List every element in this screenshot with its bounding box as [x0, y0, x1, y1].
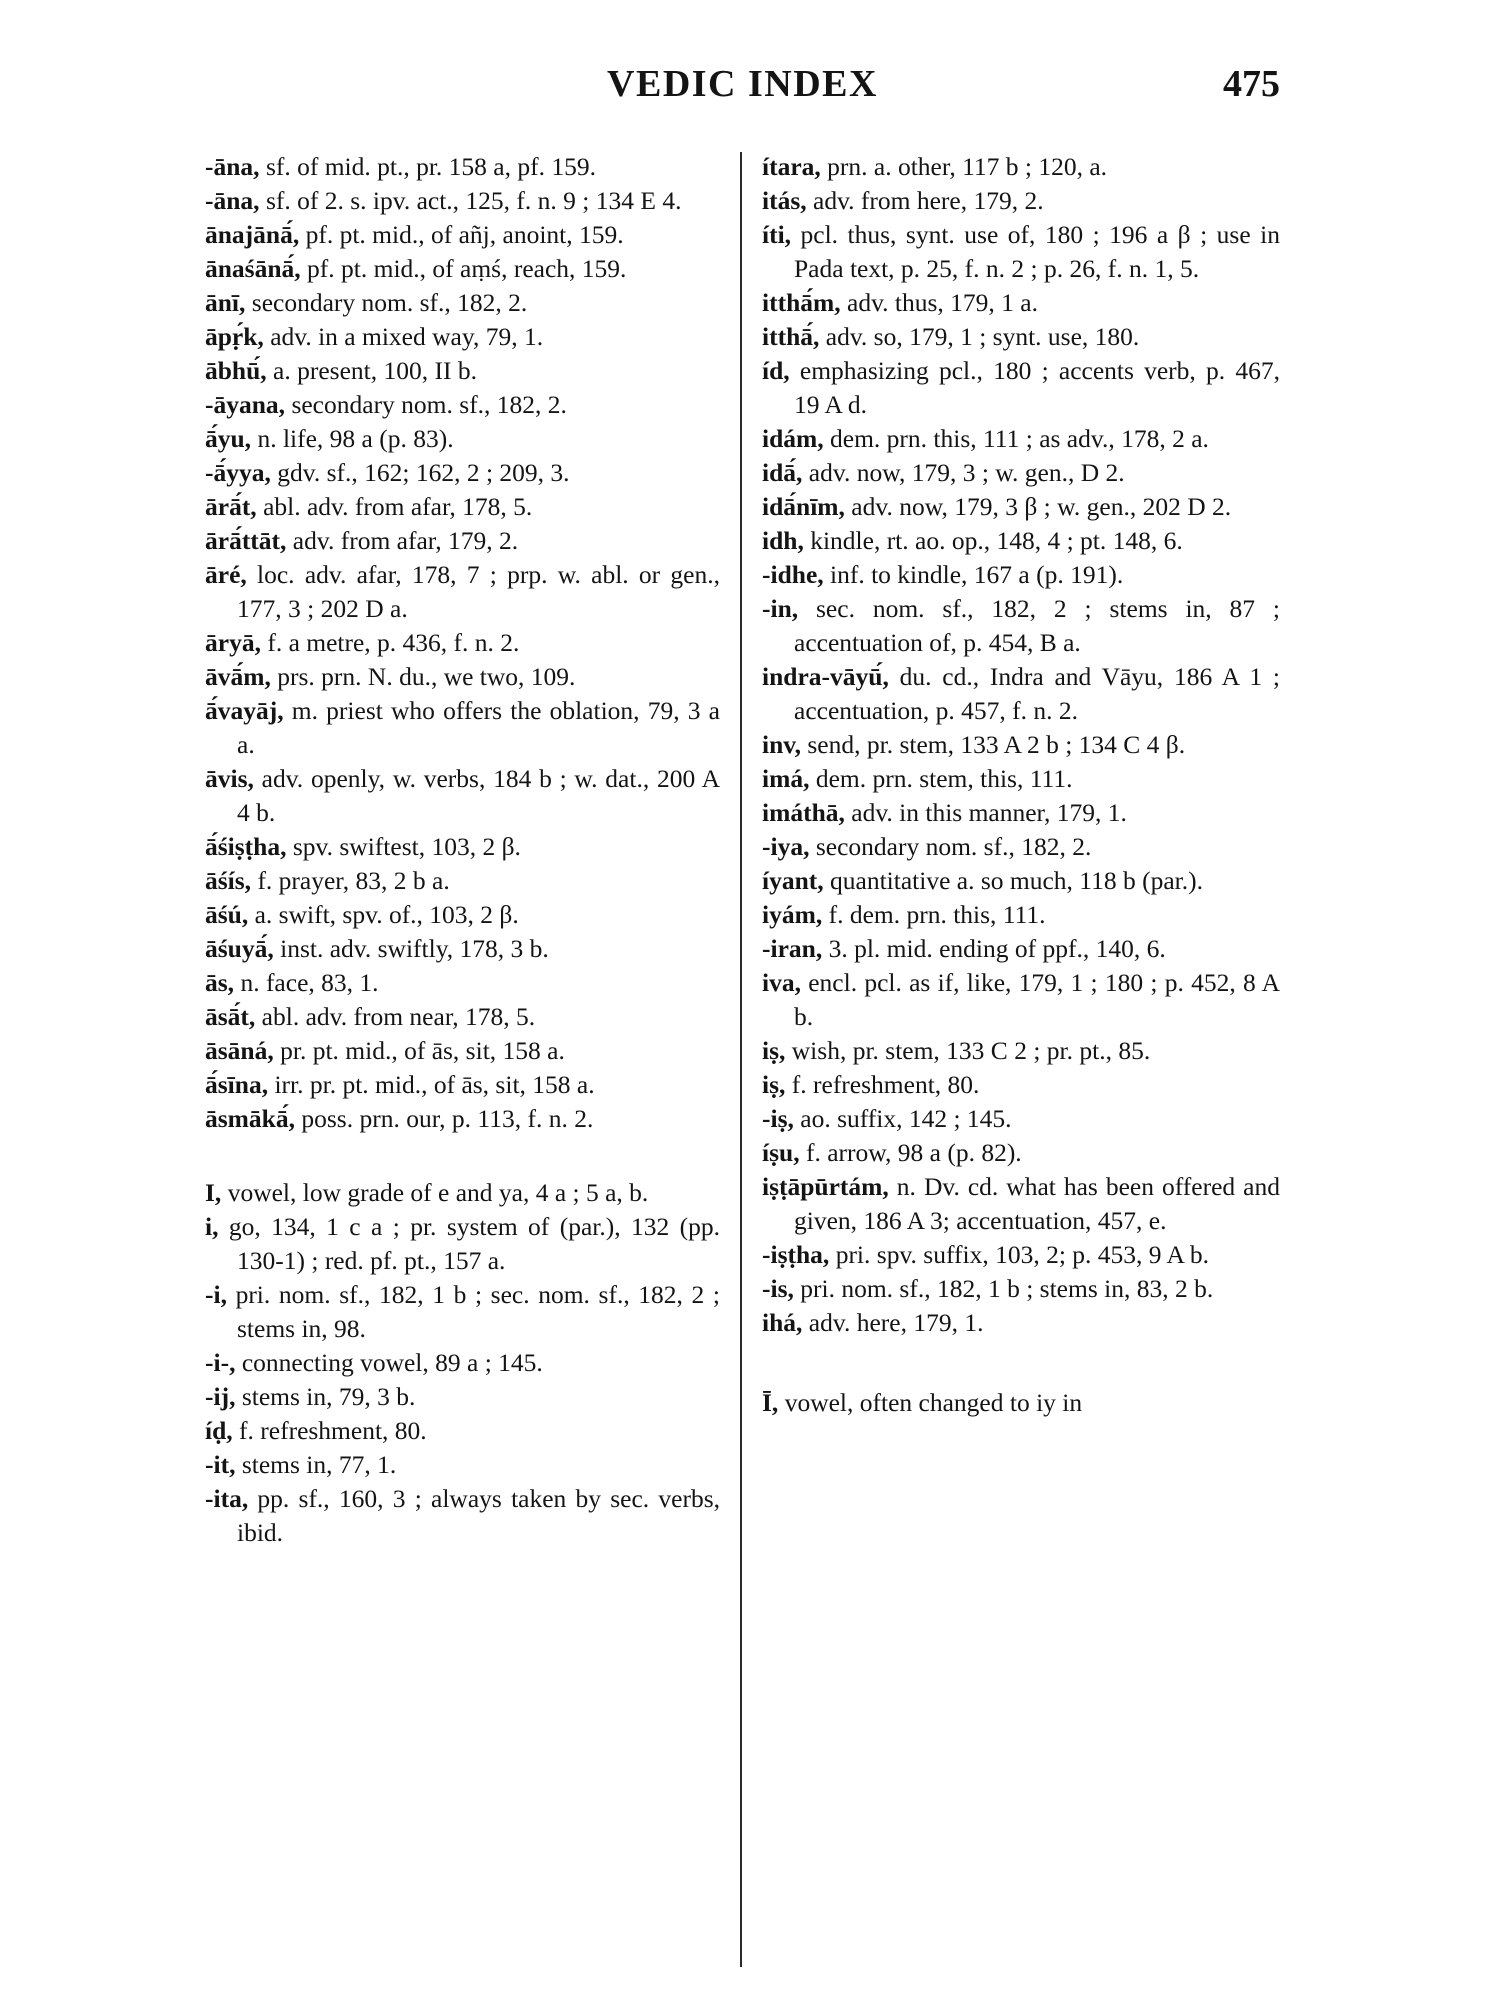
entry-headword: inv,: [762, 730, 801, 759]
index-entry: [762, 320, 1280, 354]
entry-headword: iṣ,: [762, 1036, 786, 1065]
entry-headword: āvis,: [205, 764, 254, 793]
entry-text: pcl. thus, synt. use of, 180 ; 196 a β ; use in Pada text, p. 25, f. n. 2 ; p. 26, f. n. 1, 5.: [791, 220, 1280, 283]
entry-headword: -ij,: [205, 1382, 236, 1411]
entry-text: adv. so, 179, 1 ; synt. use, 180.: [819, 322, 1140, 351]
entry-headword: āryā,: [205, 628, 261, 657]
index-entry: [762, 558, 1280, 592]
section-gap: [205, 1136, 720, 1176]
entry-headword: ārā́t,: [205, 492, 257, 521]
entry-headword: itás,: [762, 186, 807, 215]
entry-headword: -ita,: [205, 1484, 249, 1513]
index-entry: [762, 796, 1280, 830]
entry-text: spv. swiftest, 103, 2 β.: [286, 832, 521, 861]
entry-text: stems in, 77, 1.: [235, 1450, 397, 1479]
entry-headword: -idhe,: [762, 560, 824, 589]
index-entry: [205, 1346, 720, 1380]
index-entry: [205, 762, 720, 830]
index-entry: [762, 354, 1280, 422]
entry-headword: -ā́yya,: [205, 458, 271, 487]
index-entry: [762, 1306, 1280, 1340]
index-entry: [205, 898, 720, 932]
entry-headword: ā́vayāj,: [205, 696, 284, 725]
entry-text: gdv. sf., 162; 162, 2 ; 209, 3.: [270, 458, 570, 487]
entry-text: dem. prn. this, 111 ; as adv., 178, 2 a.: [823, 424, 1209, 453]
entry-headword: āsmākā́,: [205, 1104, 295, 1133]
entry-headword: ārā́ttāt,: [205, 526, 287, 555]
entry-headword: ānaśānā́,: [205, 254, 301, 283]
index-entry: [762, 1272, 1280, 1306]
entry-headword: -it,: [205, 1450, 236, 1479]
index-entry: [205, 1210, 720, 1278]
index-entry: [205, 1102, 720, 1136]
entry-text: ao. suffix, 142 ; 145.: [793, 1104, 1012, 1133]
entry-text: sec. nom. sf., 182, 2 ; stems in, 87 ; accentuation of, p. 454, B a.: [794, 594, 1280, 657]
entry-headword: āśís,: [205, 866, 252, 895]
entry-text: irr. pr. pt. mid., of ās, sit, 158 a.: [268, 1070, 595, 1099]
index-entry: [205, 354, 720, 388]
index-entry: [762, 932, 1280, 966]
entry-text: a. present, 100, II b.: [266, 356, 477, 385]
entry-headword: íyant,: [762, 866, 824, 895]
entry-text: adv. here, 179, 1.: [802, 1308, 984, 1337]
index-entry: [762, 286, 1280, 320]
entry-text: stems in, 79, 3 b.: [235, 1382, 416, 1411]
entry-headword: iyám,: [762, 900, 823, 929]
entry-text: dem. prn. stem, this, 111.: [809, 764, 1073, 793]
entry-headword: imá,: [762, 764, 810, 793]
left-column: [205, 150, 720, 1550]
entry-headword: iṣ,: [762, 1070, 786, 1099]
entry-headword: -iṣṭha,: [762, 1240, 830, 1269]
index-entry: [205, 1176, 720, 1210]
entry-text: f. a metre, p. 436, f. n. 2.: [260, 628, 520, 657]
entry-headword: ā́sīna,: [205, 1070, 269, 1099]
entry-text: prs. prn. N. du., we two, 109.: [270, 662, 576, 691]
entry-text: sf. of 2. s. ipv. act., 125, f. n. 9 ; 134 E 4.: [259, 186, 682, 215]
index-entry: [205, 1482, 720, 1550]
entry-text: pri. nom. sf., 182, 1 b ; sec. nom. sf., 182, 2 ; stems in, 98.: [226, 1280, 720, 1343]
entry-headword: ānī,: [205, 288, 246, 317]
right-column: [762, 150, 1280, 1420]
index-entry: [762, 150, 1280, 184]
entry-text: secondary nom. sf., 182, 2.: [285, 390, 567, 419]
entry-text: go, 134, 1 c a ; pr. system of (par.), 132 (pp. 130-1) ; red. pf. pt., 157 a.: [218, 1212, 720, 1275]
entry-text: sf. of mid. pt., pr. 158 a, pf. 159.: [259, 152, 596, 181]
entry-headword: ās,: [205, 968, 235, 997]
index-entry: [205, 286, 720, 320]
entry-headword: -is,: [762, 1274, 794, 1303]
entry-headword: āsā́t,: [205, 1002, 256, 1031]
entry-headword: idh,: [762, 526, 804, 555]
entry-text: f. refreshment, 80.: [232, 1416, 427, 1445]
entry-headword: ā́yu,: [205, 424, 252, 453]
index-entry: [762, 762, 1280, 796]
index-entry: [762, 830, 1280, 864]
entry-text: secondary nom. sf., 182, 2.: [245, 288, 528, 317]
entry-headword: -āna,: [205, 186, 260, 215]
entry-headword: imáthā,: [762, 798, 845, 827]
entry-headword: íṣu,: [762, 1138, 800, 1167]
entry-text: adv. thus, 179, 1 a.: [840, 288, 1038, 317]
entry-text: secondary nom. sf., 182, 2.: [809, 832, 1092, 861]
entry-text: f. arrow, 98 a (p. 82).: [799, 1138, 1022, 1167]
entry-headword: ābhū́,: [205, 356, 267, 385]
index-entry: [762, 422, 1280, 456]
entry-text: a. swift, spv. of., 103, 2 β.: [248, 900, 519, 929]
entry-text: inst. adv. swiftly, 178, 3 b.: [273, 934, 549, 963]
index-entry: [205, 184, 720, 218]
index-entry: [205, 1414, 720, 1448]
entry-headword: iṣṭāpūrtám,: [762, 1172, 889, 1201]
index-entry: [762, 966, 1280, 1034]
index-entry: [205, 864, 720, 898]
entry-headword: āsāná,: [205, 1036, 274, 1065]
page-header: [205, 62, 1280, 112]
entry-headword: āśú,: [205, 900, 249, 929]
index-entry: [762, 898, 1280, 932]
entry-text: pr. pt. mid., of ās, sit, 158 a.: [273, 1036, 565, 1065]
entry-headword: ítara,: [762, 152, 821, 181]
entry-headword: idā́nīm,: [762, 492, 845, 521]
index-entry: [762, 660, 1280, 728]
entry-text: inf. to kindle, 167 a (p. 191).: [823, 560, 1124, 589]
entry-headword: ā́śiṣṭha,: [205, 832, 287, 861]
entry-text: adv. in a mixed way, 79, 1.: [263, 322, 544, 351]
entry-headword: I,: [205, 1178, 222, 1207]
index-entry: [762, 218, 1280, 286]
entry-text: m. priest who offers the oblation, 79, 3 a a.: [237, 696, 720, 759]
entry-text: adv. now, 179, 3 ; w. gen., D 2.: [802, 458, 1125, 487]
entry-text: du. cd., Indra and Vāyu, 186 A 1 ; accentuation, p. 457, f. n. 2.: [794, 662, 1280, 725]
index-entry: [762, 490, 1280, 524]
entry-text: adv. in this manner, 179, 1.: [844, 798, 1127, 827]
entry-headword: itthā́,: [762, 322, 820, 351]
index-entry: [205, 830, 720, 864]
entry-text: adv. openly, w. verbs, 184 b ; w. dat., 200 A 4 b.: [237, 764, 720, 827]
entry-text: loc. adv. afar, 178, 7 ; prp. w. abl. or gen., 177, 3 ; 202 D a.: [237, 560, 720, 623]
entry-headword: íd,: [762, 356, 790, 385]
entry-text: n. life, 98 a (p. 83).: [251, 424, 454, 453]
index-entry: [205, 252, 720, 286]
index-entry: [205, 320, 720, 354]
entry-text: vowel, low grade of e and ya, 4 a ; 5 a, b.: [221, 1178, 649, 1207]
entry-text: pri. nom. sf., 182, 1 b ; stems in, 83, 2 b.: [793, 1274, 1214, 1303]
entry-text: f. refreshment, 80.: [785, 1070, 980, 1099]
index-entry: [762, 864, 1280, 898]
entry-text: abl. adv. from afar, 178, 5.: [256, 492, 533, 521]
entry-headword: iva,: [762, 968, 801, 997]
entry-headword: -i-,: [205, 1348, 236, 1377]
index-entry: [762, 1068, 1280, 1102]
entry-text: adv. from afar, 179, 2.: [286, 526, 519, 555]
page-number: 475: [1223, 63, 1280, 105]
entry-headword: i,: [205, 1212, 219, 1241]
entry-text: prn. a. other, 117 b ; 120, a.: [820, 152, 1108, 181]
index-entry: [205, 422, 720, 456]
entry-text: f. prayer, 83, 2 b a.: [251, 866, 450, 895]
entry-text: vowel, often changed to iy in: [778, 1388, 1083, 1417]
entry-headword: itthā́m,: [762, 288, 841, 317]
entry-text: pri. spv. suffix, 103, 2; p. 453, 9 A b.: [829, 1240, 1209, 1269]
index-entry: [205, 660, 720, 694]
entry-text: pf. pt. mid., of añj, anoint, 159.: [299, 220, 624, 249]
entry-text: emphasizing pcl., 180 ; accents verb, p. 467, 19 A d.: [789, 356, 1280, 419]
entry-headword: āré,: [205, 560, 247, 589]
index-entry: [762, 524, 1280, 558]
entry-text: kindle, rt. ao. op., 148, 4 ; pt. 148, 6.: [803, 526, 1183, 555]
index-entry: [762, 1034, 1280, 1068]
entry-headword: āpṛ́k,: [205, 322, 264, 351]
index-entry: [762, 184, 1280, 218]
index-entry: [205, 694, 720, 762]
entry-headword: āvā́m,: [205, 662, 271, 691]
entry-headword: -in,: [762, 594, 799, 623]
entry-headword: idám,: [762, 424, 824, 453]
index-entry: [205, 490, 720, 524]
index-entry: [762, 728, 1280, 762]
entry-headword: -āyana,: [205, 390, 286, 419]
entry-text: f. dem. prn. this, 111.: [822, 900, 1046, 929]
entry-headword: idā́,: [762, 458, 803, 487]
index-entry: [762, 1136, 1280, 1170]
index-entry: [762, 1102, 1280, 1136]
index-entry: [205, 1068, 720, 1102]
index-entry: [205, 218, 720, 252]
entry-text: n. face, 83, 1.: [234, 968, 379, 997]
index-entry: [762, 1238, 1280, 1272]
index-entry: [205, 1448, 720, 1482]
entry-headword: íti,: [762, 220, 792, 249]
entry-text: quantitative a. so much, 118 b (par.).: [823, 866, 1203, 895]
index-entry: [205, 932, 720, 966]
index-entry: [205, 1034, 720, 1068]
section-gap: [762, 1340, 1280, 1386]
entry-headword: -iya,: [762, 832, 810, 861]
entry-headword: indra-vāyū́,: [762, 662, 889, 691]
entry-text: send, pr. stem, 133 A 2 b ; 134 C 4 β.: [801, 730, 1186, 759]
entry-headword: āśuyā́,: [205, 934, 274, 963]
entry-text: poss. prn. our, p. 113, f. n. 2.: [294, 1104, 594, 1133]
entry-text: adv. from here, 179, 2.: [806, 186, 1044, 215]
index-entry: [205, 558, 720, 626]
entry-text: wish, pr. stem, 133 C 2 ; pr. pt., 85.: [785, 1036, 1151, 1065]
entry-headword: -āna,: [205, 152, 260, 181]
index-entry: [205, 150, 720, 184]
page-title: VEDIC INDEX: [607, 63, 878, 105]
index-entry: [205, 966, 720, 1000]
index-entry: [205, 626, 720, 660]
entry-headword: -i,: [205, 1280, 227, 1309]
entry-headword: -iran,: [762, 934, 823, 963]
index-entry: [205, 1380, 720, 1414]
column-divider: [740, 152, 742, 1967]
index-entry: [762, 592, 1280, 660]
index-entry: [205, 456, 720, 490]
index-entry: [205, 388, 720, 422]
index-entry: [205, 1278, 720, 1346]
entry-headword: -iṣ,: [762, 1104, 794, 1133]
entry-text: connecting vowel, 89 a ; 145.: [235, 1348, 543, 1377]
entry-text: pp. sf., 160, 3 ; always taken by sec. verbs, ibid.: [237, 1484, 720, 1547]
entry-text: n. Dv. cd. what has been offered and given, 186 A 3; accentuation, 457, e.: [794, 1172, 1280, 1235]
entry-text: 3. pl. mid. ending of ppf., 140, 6.: [822, 934, 1166, 963]
index-entry: [762, 1386, 1280, 1420]
entry-text: abl. adv. from near, 178, 5.: [255, 1002, 536, 1031]
index-entry: [205, 1000, 720, 1034]
entry-headword: ānajānā́,: [205, 220, 300, 249]
entry-text: encl. pcl. as if, like, 179, 1 ; 180 ; p. 452, 8 A b.: [794, 968, 1280, 1031]
entry-text: adv. now, 179, 3 β ; w. gen., 202 D 2.: [844, 492, 1232, 521]
entry-text: pf. pt. mid., of aṃś, reach, 159.: [300, 254, 627, 283]
index-entry: [762, 456, 1280, 490]
entry-headword: íḍ,: [205, 1416, 233, 1445]
entry-headword: Ī,: [762, 1388, 779, 1417]
entry-headword: ihá,: [762, 1308, 803, 1337]
index-entry: [205, 524, 720, 558]
index-entry: [762, 1170, 1280, 1238]
